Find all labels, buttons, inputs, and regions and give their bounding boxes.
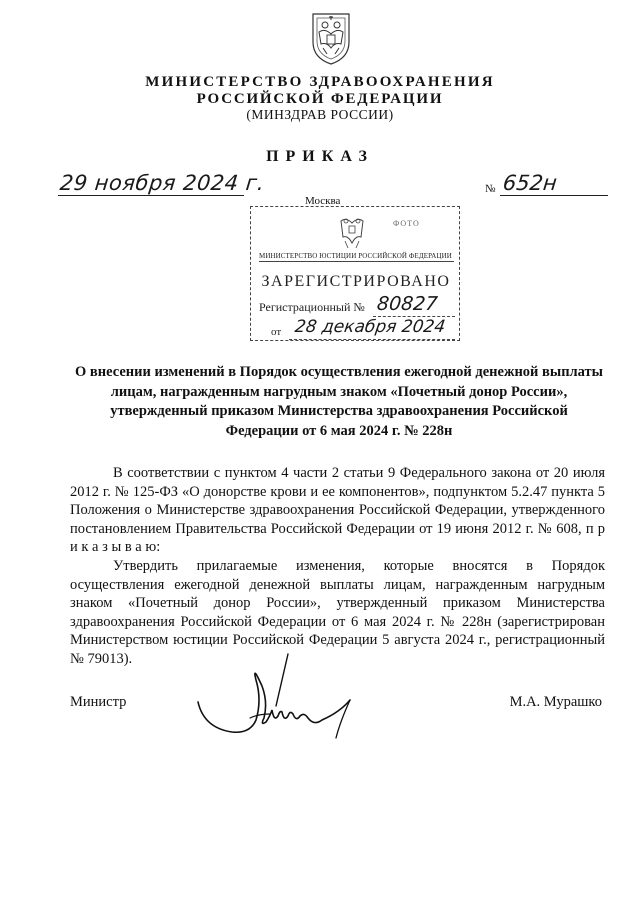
ministry-short-name: (МИНЗДРАВ РОССИИ) <box>246 107 394 122</box>
order-title: ПРИКАЗ <box>266 148 374 165</box>
stamp-date-label: от <box>271 326 282 338</box>
registration-stamp <box>250 206 460 341</box>
stamp-reg-number-handwritten: 80827 <box>375 293 439 315</box>
body-paragraph-2: Утвердить прилагаемые изменения, которые вносятся в Порядок осуществления ежегодной денежной выплаты лицам, награжденным нагрудным знаком «Почетный донор России», утвержденный приказом Министерства здравоохранения Российской Федерации от 6 мая 2024 г. № 228н (зарегистрирован Министерством юстиции Российской Федерации 5 августа 2024 г., регистрационный № 79013). <box>70 557 605 667</box>
stamp-date-line <box>289 339 455 340</box>
order-body <box>70 464 605 669</box>
coat-of-arms-icon <box>305 8 357 66</box>
stamp-scan-mark: ФОТО <box>393 219 420 228</box>
stamp-registered-label: ЗАРЕГИСТРИРОВАНО <box>261 273 451 290</box>
handwritten-signature <box>190 640 390 750</box>
order-number-handwritten: 652н <box>501 171 559 195</box>
stamp-ministry-name: МИНИСТЕРСТВО ЮСТИЦИИ РОССИЙСКОЙ ФЕДЕРАЦИИ <box>259 252 454 262</box>
body-paragraph-1: В соответствии с пунктом 4 части 2 статьи 9 Федерального закона от 20 июля 2012 г. № 125-ФЗ «О донорстве крови и ее компонентов», подпунктом 5.2.47 пункта 5 Положения о Министерстве здравоохранения Российской Федерации, утвержденного постановлением Правительства Российской Федерации от 19 июня 2012 г. № 608, п р и к а з ы в а ю: <box>70 465 605 556</box>
stamp-date-handwritten: 28 декабря 2024 <box>293 317 447 337</box>
order-date-line <box>58 195 244 196</box>
signatory-name: М.А. Мурашко <box>509 694 602 710</box>
order-date-handwritten: 29 ноября 2024 г. <box>58 171 266 195</box>
order-subject: О внесении изменений в Порядок осуществления ежегодной денежной выплаты лицам, награжденным нагрудным знаком «Почетный донор России», утвержденный приказом Министерства здравоохранения Российской Федерации от 6 мая 2024 г. № 228н <box>75 364 603 439</box>
order-number-label: № <box>485 183 496 195</box>
order-number-line <box>500 195 608 196</box>
ministry-name-line2: РОССИЙСКОЙ ФЕДЕРАЦИИ <box>196 91 444 107</box>
stamp-coat-of-arms-icon <box>333 215 371 253</box>
ministry-name-line1: МИНИСТЕРСТВО ЗДРАВООХРАНЕНИЯ <box>145 74 495 90</box>
signatory-title: Министр <box>70 694 127 710</box>
order-city: Москва <box>305 195 341 207</box>
stamp-reg-number-label: Регистрационный № <box>259 300 365 314</box>
